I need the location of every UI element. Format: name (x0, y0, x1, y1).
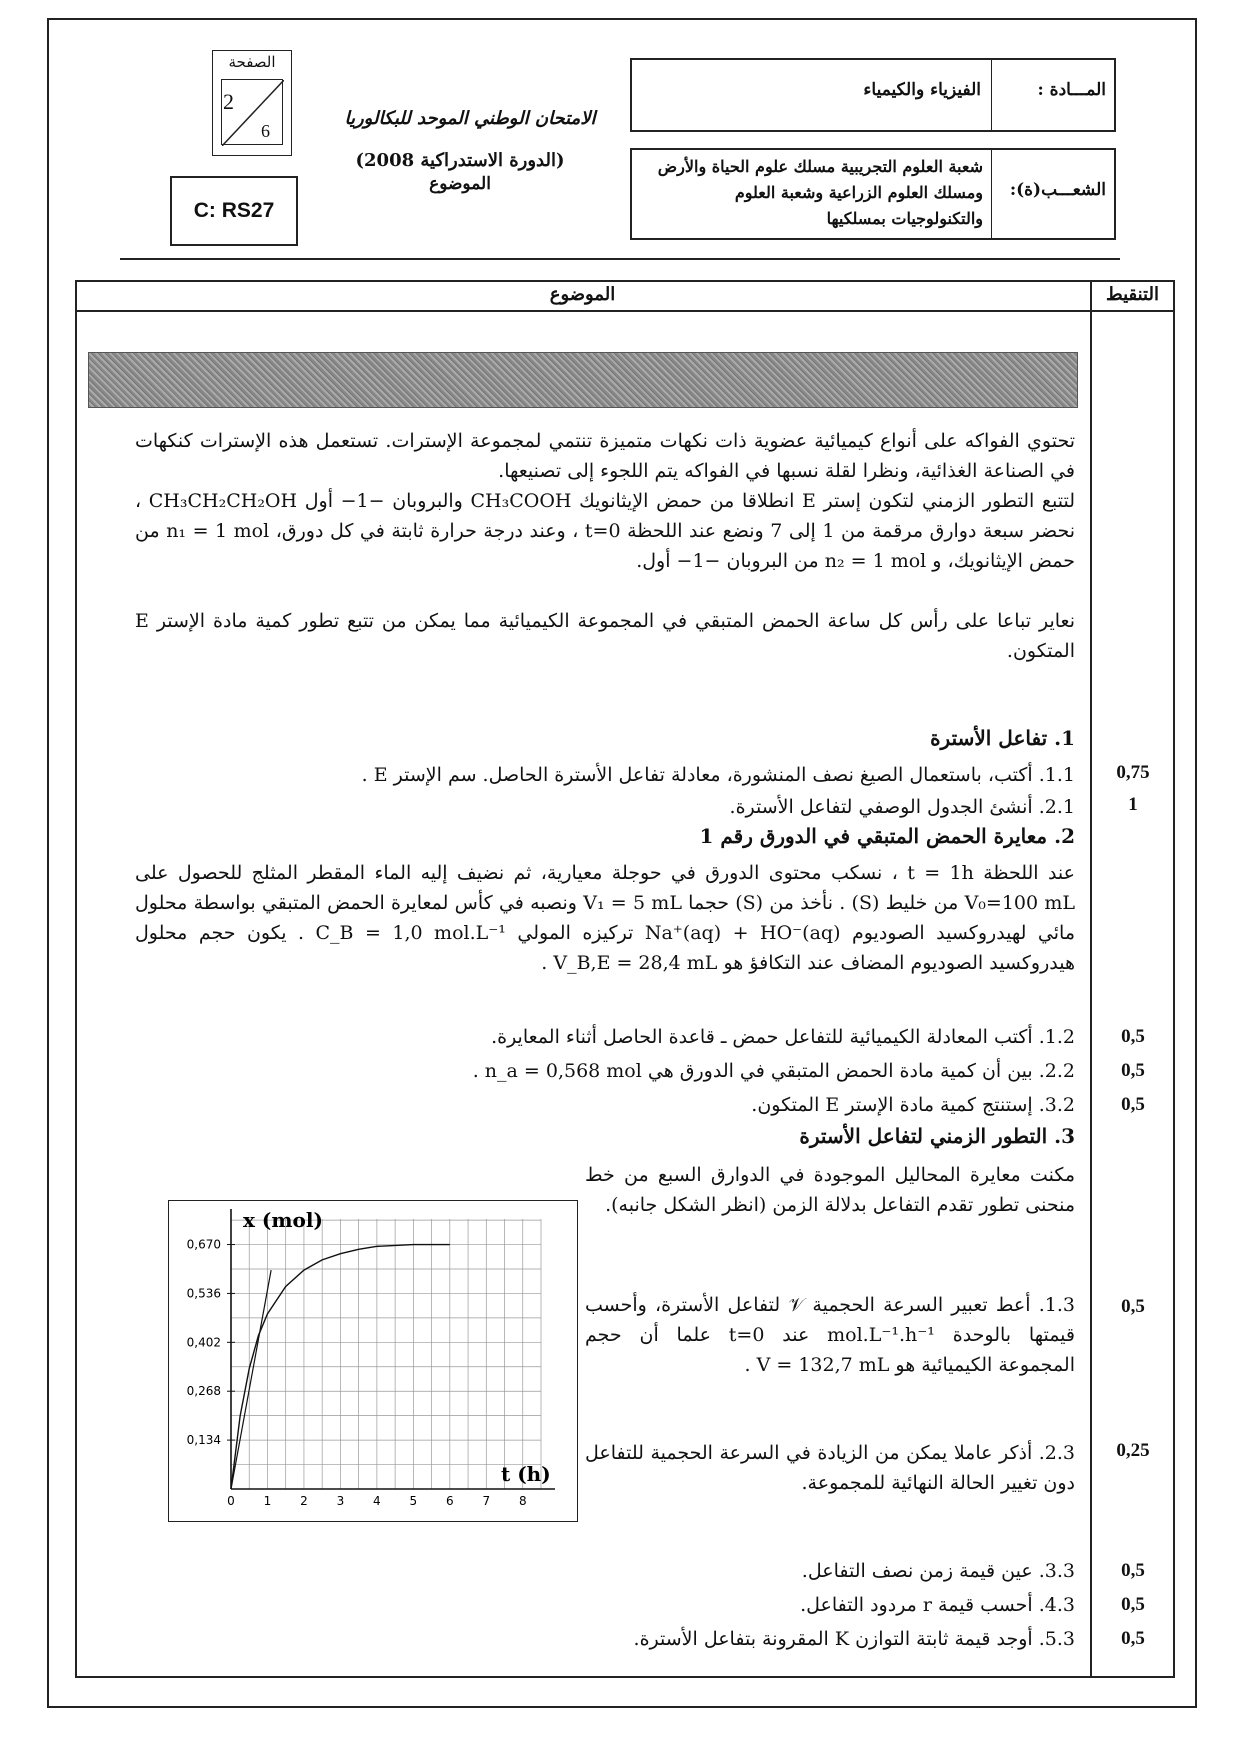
section-3-paragraph: مكنت معايرة المحاليل الموجودة في الدوارق السبع من خط منحنى تطور تقدم التفاعل بدلالة الزمن (انظر الشكل جانبه). (585, 1164, 1075, 1216)
stream-table (630, 148, 1116, 240)
page-current: 2 (223, 89, 234, 114)
grade-3-3: 0,5 (1121, 1560, 1145, 1581)
y-tick-label: 0,536 (186, 1286, 221, 1301)
intro-paragraph-1: تحتوي الفواكه على أنواع كيميائية عضوية ذات نكهات متميزة تنتمي لمجموعة الإسترات. تستعمل هذه الإسترات كنكهات في الصناعة الغذائية، ونظرا لقلة نسبها في الفواكه يتم اللجوء إلى تصنيعها. (135, 430, 1075, 482)
header-row-divider (75, 310, 1175, 312)
subject-key: المـــادة : (1037, 80, 1106, 100)
x-tick-label: 1 (263, 1494, 272, 1508)
x-tick-label: 7 (482, 1494, 491, 1508)
intro-paragraph-3: نعاير تباعا على رأس كل ساعة الحمض المتبقي في المجموعة الكيميائية مما يمكن من تتبع تطور كمية مادة الإستر E المتكون. (135, 610, 1075, 662)
x-tick-label: 5 (409, 1494, 418, 1508)
x-tick-label: 2 (300, 1494, 308, 1508)
x-tick-label: 8 (518, 1494, 527, 1508)
question-1-3: 1.3. أعط تعبير السرعة الحجمية 𝒱 لتفاعل الأسترة، وأحسب قيمتها بالوحدة mol.L⁻¹.h⁻¹ عند t=0 علما أن حجم المجموعة الكيميائية هو V = 132,7 mL . (585, 1294, 1076, 1376)
question-2-1: 2.1. أنشئ الجدول الوصفي لتفاعل الأسترة. (729, 796, 1075, 818)
chemistry-banner (88, 352, 1078, 408)
grade-1-1: 0,75 (1116, 762, 1150, 783)
y-tick-label: 0,402 (186, 1335, 221, 1350)
chart-grid (231, 1219, 541, 1489)
advancement-chart (169, 1201, 579, 1523)
grade-1-3: 0,5 (1121, 1296, 1145, 1317)
grade-1-2: 0,5 (1121, 1026, 1145, 1047)
chart-container (168, 1200, 578, 1522)
chart-axes (231, 1208, 555, 1489)
page-number-box (212, 50, 292, 156)
subject-value: الفيزياء والكيمياء (632, 60, 992, 130)
grade-3-2: 0,5 (1121, 1094, 1145, 1115)
grade-2-2: 0,5 (1121, 1060, 1145, 1081)
grade-4-3: 0,5 (1121, 1594, 1145, 1615)
x-tick-label: 0 (227, 1494, 235, 1508)
intro-paragraph-2: لتتبع التطور الزمني لتكون إستر E انطلاقا من حمض الإيثانويك CH₃COOH والبروبان −1− أول CH₃CH₂CH₂OH ، نحضر سبعة دوارق مرقمة من 1 إلى 7 ونضع عند اللحظة t=0 ، وعند درجة حرارة ثابتة في كل دورق، n₁ = 1 mol من حمض الإيثانويك، و n₂ = 1 mol من البروبان −1− أول. (135, 490, 1075, 572)
y-axis-label: x (mol) (243, 1208, 323, 1232)
section-1-title: 1. تفاعل الأسترة (930, 726, 1075, 750)
grade-2-3: 0,25 (1116, 1440, 1150, 1461)
column-header-subject: الموضوع (549, 284, 616, 305)
question-5-3: 5.3. أوجد قيمة ثابتة التوازن K المقرونة بتفاعل الأسترة. (633, 1628, 1075, 1650)
y-tick-label: 0,268 (186, 1384, 221, 1399)
subject-table (630, 58, 1116, 132)
column-divider (1090, 280, 1092, 1678)
question-4-3: 4.3. أحسب قيمة r مردود التفاعل. (800, 1594, 1075, 1616)
exam-code: C: RS27 (170, 176, 298, 246)
x-tick-label: 3 (336, 1494, 345, 1508)
exam-session: (الدورة الاستدراكية 2008) (355, 150, 565, 171)
exam-title: الامتحان الوطني الموحد للبكالوريا (344, 108, 596, 129)
grade-5-3: 0,5 (1121, 1628, 1145, 1649)
question-3-2: 3.2. إستنتج كمية مادة الإستر E المتكون. (751, 1094, 1075, 1116)
section-2-paragraph: عند اللحظة t = 1h ، نسكب محتوى الدورق في حوجلة معيارية، ثم نضيف إليه الماء المقطر المثلج للحصول على V₀=100 mL من خليط (S) . نأخذ من (S) حجما V₁ = 5 mL ونصبه في كأس لمعايرة الحمض المتبقي بواسطة محلول مائي لهيدروكسيد الصوديوم Na⁺(aq) + HO⁻(aq) تركيزه المولي C_B = 1,0 mol.L⁻¹ . يكون حجم محلول هيدروكسيد الصوديوم المضاف عند التكافؤ هو V_B,E = 28,4 mL . (135, 862, 1076, 974)
question-2-3: 2.3. أذكر عاملا يمكن من الزيادة في السرعة الحجمية للتفاعل دون تغيير الحالة النهائية للمجموعة. (585, 1442, 1075, 1494)
question-1-1: 1.1. أكتب، باستعمال الصيغ نصف المنشورة، معادلة تفاعل الأسترة الحاصل. سم الإستر E . (361, 764, 1075, 786)
question-1-2: 1.2. أكتب المعادلة الكيميائية للتفاعل حمض ـ قاعدة الحاصل أثناء المعايرة. (491, 1026, 1075, 1048)
tangent-line (231, 1270, 271, 1489)
section-2-title: 2. معايرة الحمض المتبقي في الدورق رقم 1 (699, 824, 1075, 848)
x-axis-label: t (h) (501, 1462, 551, 1486)
y-tick-label: 0,670 (186, 1237, 221, 1252)
stream-value: شعبة العلوم التجريبية مسلك علوم الحياة والأرض ومسلك العلوم الزراعية وشعبة العلوم والتكنولوجيات بمسلكيها (632, 150, 992, 238)
page-total: 6 (261, 121, 270, 141)
header-divider (120, 258, 1120, 260)
question-3-3: 3.3. عين قيمة زمن نصف التفاعل. (801, 1560, 1075, 1582)
section-3-title: 3. التطور الزمني لتفاعل الأسترة (799, 1124, 1075, 1148)
question-2-2: 2.2. بين أن كمية مادة الحمض المتبقي في الدورق هي n_a = 0,568 mol . (472, 1060, 1075, 1082)
chart-ticks (187, 1238, 527, 1508)
stream-key: الشعـــب(ة): (1009, 180, 1106, 200)
y-tick-label: 0,134 (186, 1433, 221, 1448)
grade-2-1: 1 (1128, 794, 1138, 815)
x-tick-label: 4 (373, 1494, 381, 1508)
x-tick-label: 6 (446, 1494, 454, 1508)
column-header-grade: التنقيط (1106, 284, 1159, 305)
exam-subject-word: الموضوع (429, 174, 491, 194)
page-label: الصفحة (228, 53, 276, 71)
